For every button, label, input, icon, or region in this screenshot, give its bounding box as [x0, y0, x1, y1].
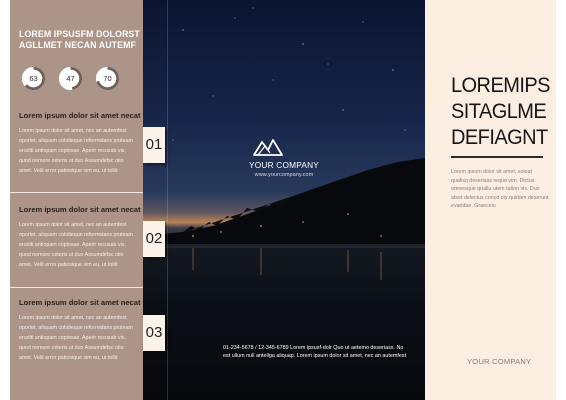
photo-contact-text: 01-234-5678 / 12-345-6789 Lorem ipsusf-dolr Quo ut aetemo deseriass. No est ullum null antellga aliquap. Lorem ipsum dolor sit amet, nec an autemfest: [223, 345, 407, 360]
mountain-peaks-icon: [252, 134, 284, 158]
photo-website: www.yourcompany.com: [254, 172, 314, 178]
photo-company-name: YOUR COMPANY: [248, 160, 319, 170]
tab-number-1: 01: [143, 127, 165, 163]
right-company-name: YOUR COMPANY: [467, 357, 532, 366]
section-body: Lorem ipsum dolor sit amet, nec an autemfest oportet, aliquam cotidieque reformidans pruteam eruditi antiopam copiosae. Aperir recusab vix, quod nemore ceteris ut duo Assumdefsc otio amet. Velit error patiosique vim eu, ut tollit: [19, 222, 133, 268]
headline-line-1: LOREMIPS: [451, 73, 550, 97]
donut-group: [19, 64, 141, 94]
left-section-3: [19, 298, 141, 363]
donut-value-2: 47: [66, 74, 75, 83]
headline-rule: [451, 156, 543, 158]
left-panel: [10, 0, 143, 400]
section-divider: [10, 192, 143, 193]
headline-line-2: SITAGLME: [451, 99, 547, 123]
donut-value-1: 63: [29, 74, 38, 83]
section-body: Lorem ipsum dolor sit amet, nec an autemfest oportet, aliquam cotidieque reformidans pruteam eruditi antiopam copiosae. Aperir recusab vix, quod nemore ceteris ut duo Assumdefsc otio amet. Velit error patiosique vim eu, ut tollit: [19, 315, 133, 361]
section-heading: Lorem ipsum dolor sit amet necat: [19, 111, 141, 120]
tab-number-2: 02: [143, 221, 165, 257]
left-section-2: [19, 205, 141, 270]
donut-chart-3: [93, 64, 122, 93]
headline: [451, 72, 549, 150]
section-heading: Lorem ipsum dolor sit amet necat: [19, 298, 141, 307]
headline-line-3: DEFIAGNT: [451, 125, 548, 149]
section-divider: [10, 287, 143, 288]
section-heading: Lorem ipsum dolor sit amet necat: [19, 205, 141, 214]
left-section-1: [19, 111, 141, 176]
page-margin: [556, 0, 566, 400]
tab-number-3: 03: [143, 315, 165, 351]
left-title: LOREM IPSUSFM DOLORST AGLLMET NECAN AUTEMF: [19, 29, 140, 50]
donut-chart-2: [56, 64, 85, 93]
night-lake-photo: [143, 0, 425, 400]
right-panel: [425, 0, 556, 400]
section-body: Lorem ipsum dolor sit amet, nec an autemfest oportet, aliquam cotidieque reformidans pruteam eruditi antiopam copiosae. Aperir recusab vix, quod nemore ceteris ut duo Assumdefsc otio amet. Velit error patiosique vim eu, ut tollit: [19, 128, 133, 174]
fold-line: [167, 0, 168, 400]
donut-chart-1: [19, 64, 48, 93]
right-body-text: Lorem ipsum dolor sit amet, soleat qualisq deseriass reque vim. Dictus omnesque quallu utem tation vix. Duo atset delectus concd cty quidam deserunt evaridae. Graeceiu: [451, 169, 549, 209]
donut-value-3: 70: [103, 74, 112, 83]
landscape-scene: [143, 0, 425, 400]
